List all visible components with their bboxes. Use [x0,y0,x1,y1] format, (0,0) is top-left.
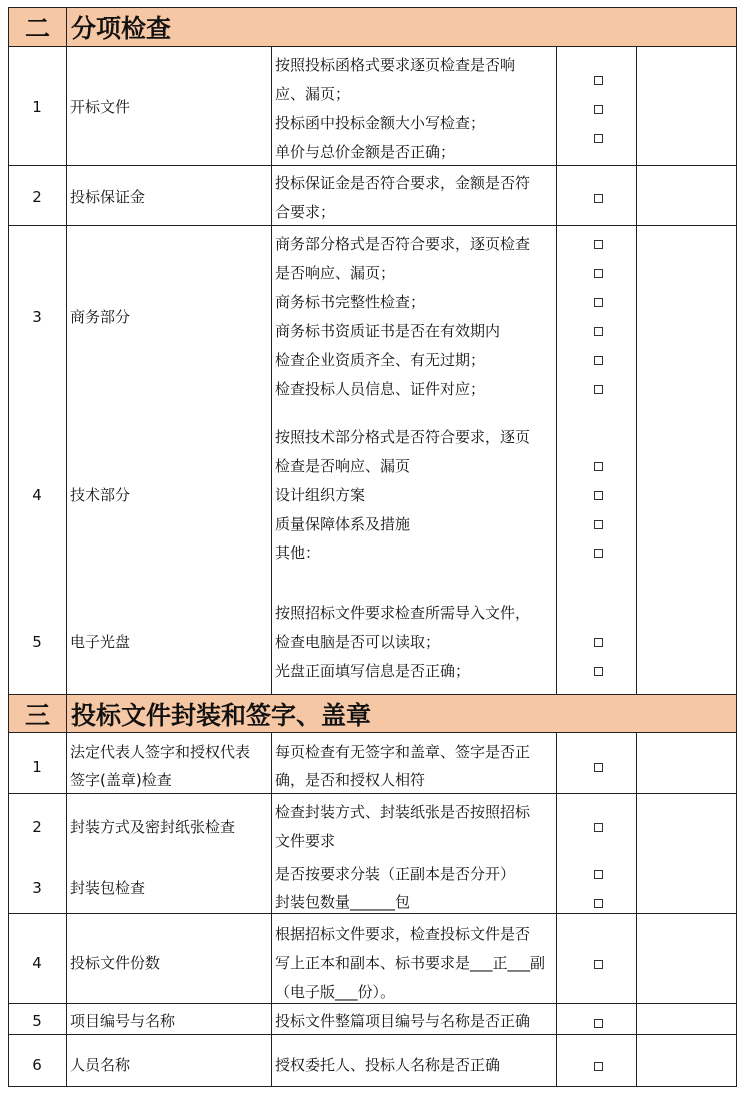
row-number: 3 [32,879,42,897]
check-line: 检查电脑是否可以读取； [275,633,441,651]
check-line: 投标函中投标金额大小写检查； [275,114,486,132]
check-line: 单价与总价金额是否正确； [275,143,456,161]
row-number: 4 [32,486,42,504]
check-line: 按照投标函格式要求逐页检查是否响 [275,56,516,74]
checkbox[interactable] [592,518,604,530]
check-line: 每页检查有无签字和盖章、签字是否正 [275,743,531,761]
grid-line [8,225,737,226]
check-line: 其他： [275,544,321,562]
check-line: 合要求； [275,203,336,221]
section-number: 三 [9,695,67,732]
row-number: 4 [32,954,42,972]
checkbox[interactable] [592,132,604,144]
row-number: 3 [32,308,42,326]
checkbox[interactable] [592,868,604,880]
checkbox[interactable] [592,296,604,308]
check-line: 质量保障体系及措施 [275,515,411,533]
row-number: 2 [32,818,42,836]
check-line: 封装包数量______包 [275,893,411,911]
check-line: 授权委托人、投标人名称是否正确 [275,1056,501,1074]
section-number: 二 [9,8,67,46]
item-name: 项目编号与名称 [70,1012,176,1030]
check-line: 光盘正面填写信息是否正确； [275,662,471,680]
check-line: 检查企业资质齐全、有无过期； [275,351,486,369]
section-header-2 [8,7,737,47]
checkbox[interactable] [592,897,604,909]
item-name: 电子光盘 [70,633,131,651]
item-name: 投标保证金 [70,188,146,206]
check-line: 按照招标文件要求检查所需导入文件， [275,604,531,622]
check-line: 商务标书资质证书是否在有效期内 [275,322,501,340]
grid-line [636,47,637,694]
check-line: （电子版___份）。 [275,983,396,1001]
item-name: 封装方式及密封纸张检查 [70,818,236,836]
check-line: 按照技术部分格式是否符合要求，逐页 [275,428,531,446]
check-line: 商务标书完整性检查； [275,293,426,311]
checkbox[interactable] [592,383,604,395]
grid-line [271,47,272,694]
section-title: 分项检查 [71,14,172,43]
checkbox[interactable] [592,460,604,472]
check-line: 根据招标文件要求，检查投标文件是否 [275,925,531,943]
item-name: 封装包检查 [70,879,146,897]
check-line: 投标保证金是否符合要求，金额是否符 [275,174,531,192]
item-name: 开标文件 [70,98,131,116]
check-line: 写上正本和副本、标书要求是___正___副 [275,954,546,972]
section-header-3 [8,694,737,733]
check-line: 是否按要求分装（正副本是否分开） [275,865,516,883]
checkbox[interactable] [592,547,604,559]
check-line: 是否响应、漏页； [275,264,396,282]
grid-line [8,1086,737,1087]
check-line: 检查是否响应、漏页 [275,457,411,475]
row-number: 5 [32,633,42,651]
item-name: 人员名称 [70,1056,131,1074]
row-number: 6 [32,1056,42,1074]
section-title: 投标文件封装和签字、盖章 [71,700,372,730]
check-line: 投标文件整篇项目编号与名称是否正确 [275,1012,531,1030]
checkbox[interactable] [592,665,604,677]
checkbox[interactable] [592,1060,604,1072]
check-line: 设计组织方案 [275,486,366,504]
check-line: 应、漏页； [275,85,351,103]
checkbox[interactable] [592,192,604,204]
checkbox[interactable] [592,1017,604,1029]
item-name: 投标文件份数 [70,954,161,972]
grid-line [8,1034,737,1035]
check-line: 检查投标人员信息、证件对应； [275,380,486,398]
item-name: 商务部分 [70,308,131,326]
check-line: 商务部分格式是否符合要求，逐页检查 [275,235,531,253]
row-number: 1 [32,758,42,776]
checkbox[interactable] [592,761,604,773]
item-name: 技术部分 [70,486,131,504]
checkbox[interactable] [592,354,604,366]
checkbox[interactable] [592,958,604,970]
check-line: 文件要求 [275,832,336,850]
item-name: 法定代表人签字和授权代表 [70,743,251,761]
grid-line [8,47,9,694]
check-line: 检查封装方式、封装纸张是否按照招标 [275,803,531,821]
checkbox[interactable] [592,325,604,337]
checkbox[interactable] [592,821,604,833]
checkbox[interactable] [592,238,604,250]
checkbox[interactable] [592,636,604,648]
row-number: 1 [32,98,42,116]
grid-line [66,47,67,694]
row-number: 5 [32,1012,42,1030]
checkbox[interactable] [592,489,604,501]
checkbox[interactable] [592,103,604,115]
checkbox[interactable] [592,74,604,86]
checkbox[interactable] [592,267,604,279]
grid-line [736,47,737,694]
grid-line [556,47,557,694]
check-line: 确，是否和授权人相符 [275,771,426,789]
row-number: 2 [32,188,42,206]
item-name: 签字(盖章)检查 [70,771,172,789]
